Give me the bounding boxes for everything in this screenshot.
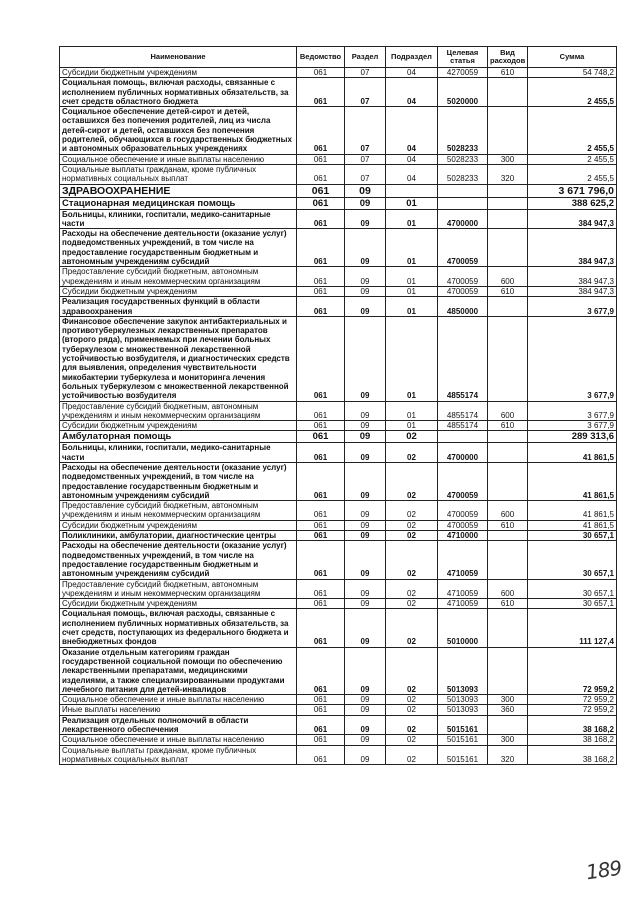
- cell-dept: 061: [297, 297, 345, 317]
- cell-dept: 061: [297, 531, 345, 541]
- cell-dept: 061: [297, 501, 345, 521]
- cell-section: 09: [345, 647, 386, 694]
- cell-subsection: 01: [386, 209, 438, 229]
- cell-section: 09: [345, 267, 386, 287]
- table-body: [60, 68, 617, 765]
- cell-subsection: 02: [386, 443, 438, 463]
- cell-article: 4710059: [438, 599, 488, 609]
- cell-name: Реализация государственных функций в области здравоохранения: [60, 297, 297, 317]
- table-row: [60, 501, 617, 521]
- cell-sum: 38 168,2: [528, 735, 617, 745]
- cell-subsection: 04: [386, 78, 438, 107]
- cell-article: 5015161: [438, 745, 488, 765]
- cell-exptype: 360: [488, 705, 528, 715]
- cell-sum: 384 947,3: [528, 267, 617, 287]
- cell-dept: 061: [297, 267, 345, 287]
- cell-article: 5028233: [438, 154, 488, 164]
- cell-sum: 2 455,5: [528, 107, 617, 154]
- cell-exptype: [488, 297, 528, 317]
- cell-subsection: 01: [386, 297, 438, 317]
- cell-sum: 30 657,1: [528, 531, 617, 541]
- cell-subsection: 02: [386, 745, 438, 765]
- cell-dept: 061: [297, 443, 345, 463]
- cell-name: Социальное обеспечение и иные выплаты населению: [60, 154, 297, 164]
- cell-sum: 111 127,4: [528, 609, 617, 647]
- table-row: [60, 609, 617, 647]
- cell-section: 07: [345, 154, 386, 164]
- cell-subsection: 02: [386, 541, 438, 579]
- cell-name: Социальная помощь, включая расходы, связанные с исполнением публичных нормативных обязательств, за счет средств областного бюджета: [60, 78, 297, 107]
- cell-dept: 061: [297, 68, 345, 78]
- cell-dept: 061: [297, 184, 345, 197]
- cell-sum: 41 861,5: [528, 520, 617, 530]
- table-row: [60, 735, 617, 745]
- cell-sum: 41 861,5: [528, 501, 617, 521]
- cell-exptype: [488, 107, 528, 154]
- cell-exptype: 300: [488, 154, 528, 164]
- cell-section: 09: [345, 501, 386, 521]
- table-row: [60, 647, 617, 694]
- cell-name: Реализация отдельных полномочий в области лекарственного обеспечения: [60, 715, 297, 735]
- table-row: [60, 705, 617, 715]
- table-row: [60, 462, 617, 500]
- header-name: Наименование: [60, 47, 297, 68]
- cell-dept: 061: [297, 735, 345, 745]
- cell-exptype: 600: [488, 267, 528, 287]
- cell-section: 09: [345, 579, 386, 599]
- cell-article: 4700059: [438, 520, 488, 530]
- table-row: [60, 78, 617, 107]
- cell-name: Больницы, клиники, госпитали, медико-санитарные части: [60, 443, 297, 463]
- table-row: [60, 443, 617, 463]
- cell-name: Субсидии бюджетным учреждениям: [60, 520, 297, 530]
- cell-subsection: 04: [386, 154, 438, 164]
- cell-dept: 061: [297, 107, 345, 154]
- cell-section: 09: [345, 297, 386, 317]
- cell-section: 09: [345, 443, 386, 463]
- cell-subsection: 02: [386, 609, 438, 647]
- cell-subsection: 02: [386, 531, 438, 541]
- header-exptype: Вид расходов: [488, 47, 528, 68]
- table-row: [60, 431, 617, 443]
- cell-article: 5028233: [438, 164, 488, 184]
- cell-dept: 061: [297, 745, 345, 765]
- cell-article: 4710059: [438, 579, 488, 599]
- cell-sum: 72 959,2: [528, 695, 617, 705]
- cell-article: 4710059: [438, 541, 488, 579]
- cell-article: 4855174: [438, 401, 488, 421]
- cell-dept: 061: [297, 154, 345, 164]
- cell-dept: 061: [297, 78, 345, 107]
- cell-name: Предоставление субсидий бюджетным, автономным учреждениям и иным некоммерческим организациям: [60, 401, 297, 421]
- cell-section: 09: [345, 735, 386, 745]
- cell-name: Субсидии бюджетным учреждениям: [60, 286, 297, 296]
- page-number: 189: [584, 855, 623, 885]
- cell-subsection: 01: [386, 197, 438, 209]
- cell-name: Расходы на обеспечение деятельности (оказание услуг) подведомственных учреждений, в том числе на предоставление государственным бюджетным и автономным учреждениям субсидий: [60, 462, 297, 500]
- budget-table-container: [59, 46, 616, 765]
- table-row: [60, 229, 617, 267]
- cell-section: 07: [345, 78, 386, 107]
- cell-article: 4700059: [438, 267, 488, 287]
- cell-article: 4855174: [438, 316, 488, 401]
- cell-dept: 061: [297, 164, 345, 184]
- cell-exptype: [488, 184, 528, 197]
- cell-subsection: 01: [386, 267, 438, 287]
- cell-sum: 2 455,5: [528, 154, 617, 164]
- cell-name: Иные выплаты населению: [60, 705, 297, 715]
- cell-section: 09: [345, 421, 386, 431]
- cell-exptype: 610: [488, 68, 528, 78]
- cell-section: 09: [345, 599, 386, 609]
- cell-subsection: 02: [386, 647, 438, 694]
- cell-sum: 30 657,1: [528, 579, 617, 599]
- cell-dept: 061: [297, 209, 345, 229]
- cell-section: 09: [345, 462, 386, 500]
- table-row: [60, 520, 617, 530]
- cell-subsection: 04: [386, 107, 438, 154]
- cell-article: 5028233: [438, 107, 488, 154]
- table-row: [60, 715, 617, 735]
- cell-sum: 384 947,3: [528, 229, 617, 267]
- cell-name: Оказание отдельным категориям граждан государственной социальной помощи по обеспечению лекарственными препаратами, медицинскими изделиями, а также специализированными продуктами лечебного питания для детей-инвалидов: [60, 647, 297, 694]
- cell-sum: 38 168,2: [528, 745, 617, 765]
- cell-exptype: 610: [488, 286, 528, 296]
- header-subsection: Подраздел: [386, 47, 438, 68]
- cell-section: 09: [345, 541, 386, 579]
- cell-article: 4700059: [438, 501, 488, 521]
- cell-article: 4850000: [438, 297, 488, 317]
- cell-name: Стационарная медицинская помощь: [60, 197, 297, 209]
- cell-article: [438, 431, 488, 443]
- cell-section: 09: [345, 531, 386, 541]
- cell-section: 09: [345, 184, 386, 197]
- cell-name: Субсидии бюджетным учреждениям: [60, 599, 297, 609]
- cell-article: 4710000: [438, 531, 488, 541]
- cell-article: 4700059: [438, 462, 488, 500]
- cell-subsection: 02: [386, 501, 438, 521]
- table-row: [60, 267, 617, 287]
- cell-dept: 061: [297, 520, 345, 530]
- cell-subsection: 02: [386, 462, 438, 500]
- cell-section: 09: [345, 609, 386, 647]
- cell-sum: 38 168,2: [528, 715, 617, 735]
- budget-table: [59, 46, 617, 765]
- cell-subsection: 01: [386, 401, 438, 421]
- cell-exptype: 300: [488, 695, 528, 705]
- cell-dept: 061: [297, 229, 345, 267]
- cell-sum: 3 677,9: [528, 401, 617, 421]
- cell-dept: 061: [297, 705, 345, 715]
- table-row: [60, 286, 617, 296]
- cell-exptype: [488, 316, 528, 401]
- cell-exptype: [488, 647, 528, 694]
- cell-exptype: [488, 209, 528, 229]
- cell-section: 07: [345, 68, 386, 78]
- cell-name: Предоставление субсидий бюджетным, автономным учреждениям и иным некоммерческим организациям: [60, 267, 297, 287]
- cell-article: 4700000: [438, 443, 488, 463]
- cell-article: 5020000: [438, 78, 488, 107]
- table-row: [60, 184, 617, 197]
- cell-section: 09: [345, 401, 386, 421]
- table-row: [60, 297, 617, 317]
- cell-name: Расходы на обеспечение деятельности (оказание услуг) подведомственных учреждений, в том числе на предоставление государственным бюджетным и автономным учреждениям субсидий: [60, 541, 297, 579]
- cell-subsection: 01: [386, 286, 438, 296]
- cell-article: 5010000: [438, 609, 488, 647]
- cell-dept: 061: [297, 197, 345, 209]
- cell-subsection: 02: [386, 695, 438, 705]
- cell-exptype: 320: [488, 164, 528, 184]
- cell-sum: 3 677,9: [528, 421, 617, 431]
- cell-exptype: [488, 229, 528, 267]
- cell-exptype: [488, 197, 528, 209]
- cell-sum: 3 677,9: [528, 297, 617, 317]
- cell-exptype: [488, 78, 528, 107]
- cell-exptype: [488, 431, 528, 443]
- cell-article: 4855174: [438, 421, 488, 431]
- cell-sum: 30 657,1: [528, 541, 617, 579]
- cell-section: 09: [345, 197, 386, 209]
- cell-article: [438, 197, 488, 209]
- table-row: [60, 599, 617, 609]
- table-row: [60, 541, 617, 579]
- table-row: [60, 154, 617, 164]
- cell-section: 09: [345, 229, 386, 267]
- cell-name: Больницы, клиники, госпитали, медико-санитарные части: [60, 209, 297, 229]
- cell-subsection: 02: [386, 579, 438, 599]
- table-row: [60, 197, 617, 209]
- cell-section: 09: [345, 431, 386, 443]
- cell-article: 4270059: [438, 68, 488, 78]
- cell-section: 07: [345, 107, 386, 154]
- cell-article: [438, 184, 488, 197]
- cell-sum: 384 947,3: [528, 286, 617, 296]
- header-article: Целевая статья: [438, 47, 488, 68]
- cell-sum: 3 677,9: [528, 316, 617, 401]
- cell-sum: 72 959,2: [528, 705, 617, 715]
- table-row: [60, 401, 617, 421]
- cell-subsection: 04: [386, 68, 438, 78]
- cell-section: 09: [345, 520, 386, 530]
- cell-exptype: 600: [488, 401, 528, 421]
- cell-sum: 54 748,2: [528, 68, 617, 78]
- table-row: [60, 745, 617, 765]
- cell-exptype: 610: [488, 421, 528, 431]
- cell-section: 09: [345, 705, 386, 715]
- cell-exptype: [488, 462, 528, 500]
- cell-name: Социальные выплаты гражданам, кроме публичных нормативных социальных выплат: [60, 745, 297, 765]
- table-row: [60, 531, 617, 541]
- cell-sum: 30 657,1: [528, 599, 617, 609]
- header-dept: Ведомство: [297, 47, 345, 68]
- cell-name: Социальные выплаты гражданам, кроме публичных нормативных социальных выплат: [60, 164, 297, 184]
- cell-name: Поликлиники, амбулатории, диагностические центры: [60, 531, 297, 541]
- cell-sum: 41 861,5: [528, 462, 617, 500]
- table-row: [60, 695, 617, 705]
- cell-name: Амбулаторная помощь: [60, 431, 297, 443]
- table-row: [60, 107, 617, 154]
- cell-article: 5013093: [438, 695, 488, 705]
- cell-name: Социальное обеспечение детей-сирот и детей, оставшихся без попечения родителей, лиц из числа детей-сирот и детей, оставшихся без попечения родителей, обучающихся в государственных бюджетных и автономных образовательных учреждениях: [60, 107, 297, 154]
- cell-sum: 384 947,3: [528, 209, 617, 229]
- table-row: [60, 68, 617, 78]
- cell-dept: 061: [297, 421, 345, 431]
- cell-section: 09: [345, 286, 386, 296]
- cell-dept: 061: [297, 316, 345, 401]
- cell-article: 4700059: [438, 229, 488, 267]
- cell-subsection: 01: [386, 229, 438, 267]
- table-row: [60, 209, 617, 229]
- cell-subsection: 04: [386, 164, 438, 184]
- cell-section: 09: [345, 745, 386, 765]
- cell-exptype: [488, 541, 528, 579]
- table-row: [60, 164, 617, 184]
- cell-dept: 061: [297, 541, 345, 579]
- cell-name: Социальная помощь, включая расходы, связанные с исполнением публичных нормативных обязательств, за счет средств, поступающих из федерального бюджета и внебюджетных фондов: [60, 609, 297, 647]
- cell-dept: 061: [297, 609, 345, 647]
- cell-section: 09: [345, 209, 386, 229]
- cell-sum: 388 625,2: [528, 197, 617, 209]
- cell-section: 09: [345, 715, 386, 735]
- cell-article: 4700059: [438, 286, 488, 296]
- cell-exptype: [488, 443, 528, 463]
- cell-article: 5013093: [438, 705, 488, 715]
- cell-subsection: 02: [386, 599, 438, 609]
- cell-exptype: 320: [488, 745, 528, 765]
- cell-sum: 41 861,5: [528, 443, 617, 463]
- table-row: [60, 421, 617, 431]
- cell-name: ЗДРАВООХРАНЕНИЕ: [60, 184, 297, 197]
- cell-sum: 2 455,5: [528, 78, 617, 107]
- cell-dept: 061: [297, 579, 345, 599]
- header-sum: Сумма: [528, 47, 617, 68]
- cell-dept: 061: [297, 462, 345, 500]
- cell-subsection: 02: [386, 735, 438, 745]
- cell-exptype: 610: [488, 599, 528, 609]
- cell-section: 09: [345, 316, 386, 401]
- cell-exptype: 600: [488, 501, 528, 521]
- cell-name: Финансовое обеспечение закупок антибактериальных и противотуберкулезных лекарственных препаратов (второго ряда), применяемых при лечении больных туберкулезом с множественной лекарственной устойчивостью возбудителя, и диагностических средств для выявления, определения чувствительности микобактерии туберкулеза и мониторинга лечения больных туберкулезом с множественной лекарственной устойчивостью возбудителя: [60, 316, 297, 401]
- cell-name: Субсидии бюджетным учреждениям: [60, 68, 297, 78]
- cell-name: Социальное обеспечение и иные выплаты населению: [60, 695, 297, 705]
- cell-subsection: 01: [386, 316, 438, 401]
- cell-dept: 061: [297, 286, 345, 296]
- cell-exptype: 300: [488, 735, 528, 745]
- cell-subsection: 02: [386, 705, 438, 715]
- cell-subsection: 02: [386, 431, 438, 443]
- cell-name: Предоставление субсидий бюджетным, автономным учреждениям и иным некоммерческим организациям: [60, 579, 297, 599]
- cell-name: Предоставление субсидий бюджетным, автономным учреждениям и иным некоммерческим организациям: [60, 501, 297, 521]
- table-header-row: [60, 47, 617, 68]
- cell-article: 4700000: [438, 209, 488, 229]
- cell-dept: 061: [297, 599, 345, 609]
- cell-article: 5015161: [438, 735, 488, 745]
- cell-sum: 289 313,6: [528, 431, 617, 443]
- cell-subsection: [386, 184, 438, 197]
- cell-dept: 061: [297, 647, 345, 694]
- cell-exptype: [488, 531, 528, 541]
- cell-article: 5015161: [438, 715, 488, 735]
- cell-sum: 2 455,5: [528, 164, 617, 184]
- cell-exptype: [488, 715, 528, 735]
- cell-subsection: 02: [386, 520, 438, 530]
- cell-subsection: 02: [386, 715, 438, 735]
- cell-sum: 72 959,2: [528, 647, 617, 694]
- cell-exptype: [488, 609, 528, 647]
- cell-dept: 061: [297, 715, 345, 735]
- cell-section: 09: [345, 695, 386, 705]
- table-row: [60, 579, 617, 599]
- header-section: Раздел: [345, 47, 386, 68]
- cell-name: Субсидии бюджетным учреждениям: [60, 421, 297, 431]
- cell-exptype: 600: [488, 579, 528, 599]
- cell-sum: 3 671 796,0: [528, 184, 617, 197]
- table-row: [60, 316, 617, 401]
- cell-exptype: 610: [488, 520, 528, 530]
- cell-dept: 061: [297, 401, 345, 421]
- cell-dept: 061: [297, 431, 345, 443]
- cell-subsection: 01: [386, 421, 438, 431]
- cell-dept: 061: [297, 695, 345, 705]
- cell-section: 07: [345, 164, 386, 184]
- cell-name: Расходы на обеспечение деятельности (оказание услуг) подведомственных учреждений, в том числе на предоставление государственным бюджетным и автономным учреждениям субсидий: [60, 229, 297, 267]
- cell-article: 5013093: [438, 647, 488, 694]
- cell-name: Социальное обеспечение и иные выплаты населению: [60, 735, 297, 745]
